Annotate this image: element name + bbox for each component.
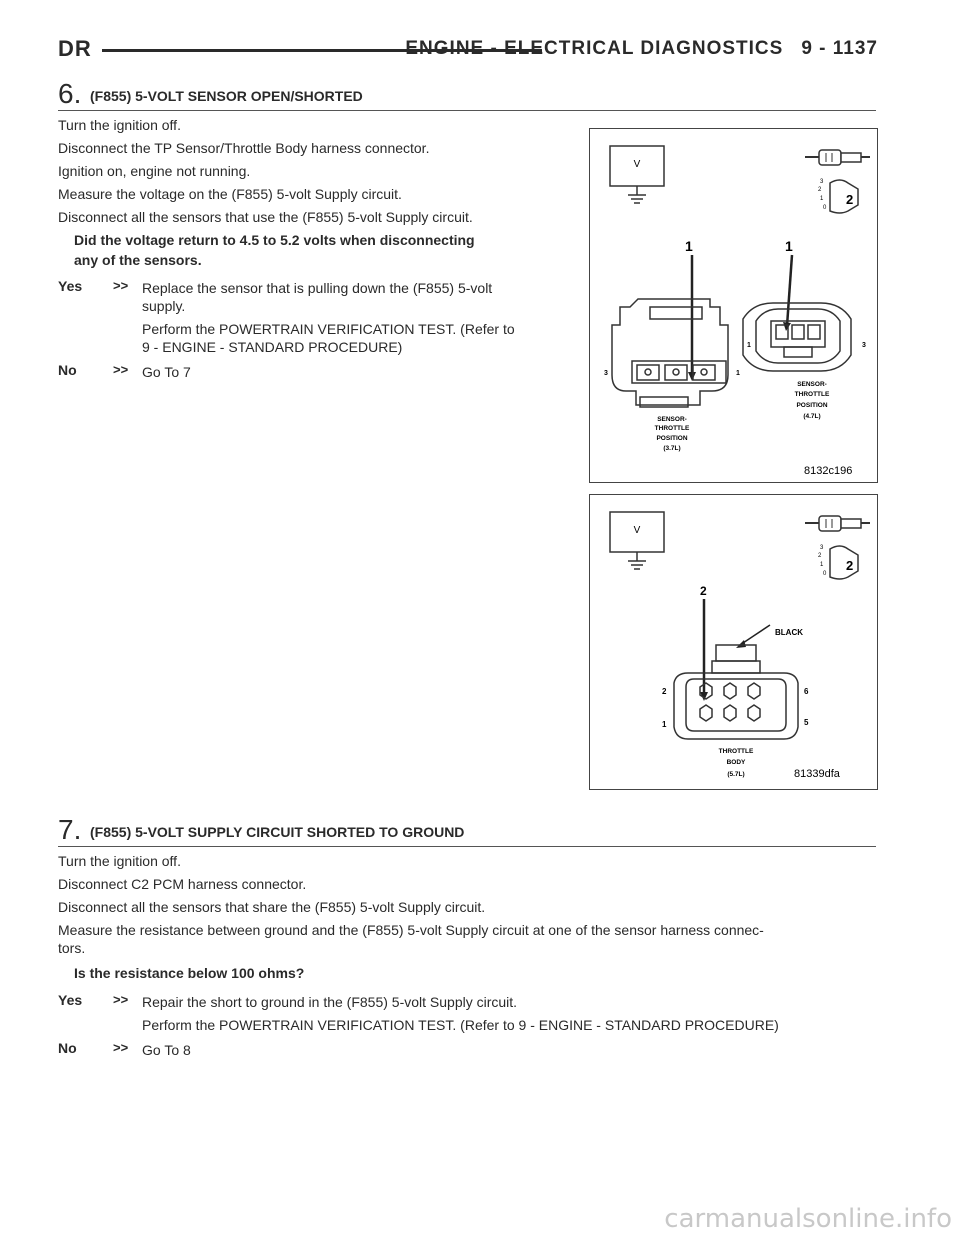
answer-yes-text: Repair the short to ground in the (F855) 5-volt Supply circuit. [142, 994, 518, 1010]
answer-no-text: Go To 8 [142, 1042, 191, 1058]
connector-caption: (5.7L) [727, 771, 745, 778]
step-title: (F855) 5-VOLT SUPPLY CIRCUIT SHORTED TO GROUND [90, 824, 465, 840]
header-model: DR [58, 36, 92, 61]
answer-arrow: >> [113, 1040, 129, 1055]
probe-tip-icon [830, 546, 858, 579]
probe-digit: 3 [820, 545, 824, 551]
connector-caption: THROTTLE [718, 748, 754, 755]
header-section [405, 38, 878, 60]
connector-caption: (3.7L) [663, 445, 681, 452]
pin-label: 1 [747, 342, 751, 349]
connector-3-7l-icon [612, 299, 728, 407]
answer-yes-label: Yes [58, 992, 83, 1008]
instruction-line: Ignition on, engine not running. [58, 163, 251, 179]
figure-code: 8132c196 [804, 465, 853, 477]
instruction-line: Disconnect the TP Sensor/Throttle Body harness connector. [58, 140, 430, 156]
pin-label: 1 [662, 720, 667, 729]
meter-label: V [633, 525, 641, 536]
answer-arrow: >> [113, 278, 129, 293]
answer-yes-text: supply. [142, 298, 186, 314]
step-title: (F855) 5-VOLT SENSOR OPEN/SHORTED [90, 88, 363, 104]
pin-label: 2 [662, 687, 667, 696]
connector-caption: BODY [726, 759, 746, 766]
pin-label: 1 [685, 238, 693, 254]
instruction-line: Measure the resistance between ground and the (F855) 5-volt Supply circuit at one of the sensor harness connec- [58, 922, 764, 938]
pin-label: 6 [804, 687, 809, 696]
pointer-line [787, 255, 792, 326]
probe-number: 2 [846, 558, 854, 573]
probe-plug-icon [805, 150, 870, 165]
throttle-body-connector-icon [674, 645, 798, 739]
question-line: Is the resistance below 100 ohms? [74, 965, 305, 981]
instruction-line: tors. [58, 940, 86, 956]
answer-no-label: No [58, 1040, 77, 1056]
figure-tp-sensor-connectors [589, 128, 878, 483]
figure-2-diagram [590, 495, 877, 789]
connector-caption: POSITION [796, 402, 828, 409]
probe-digit: 0 [823, 205, 827, 211]
probe-digit: 2 [818, 553, 822, 559]
answer-yes-text: Perform the POWERTRAIN VERIFICATION TEST. (Refer to 9 - ENGINE - STANDARD PROCEDURE) [142, 1017, 779, 1033]
answer-no-label: No [58, 362, 77, 378]
connector-4-7l-icon [743, 303, 851, 371]
question-line: Did the voltage return to 4.5 to 5.2 volts when disconnecting [74, 232, 475, 248]
probe-digit: 2 [818, 187, 822, 193]
pin-label: 3 [604, 370, 608, 377]
meter-label: V [633, 159, 641, 170]
probe-number: 2 [846, 192, 854, 207]
step-number: 6. [58, 78, 82, 109]
answer-yes-label: Yes [58, 278, 83, 294]
figure-code: 81339dfa [794, 768, 840, 780]
figure-1-diagram [590, 129, 877, 482]
answer-arrow: >> [113, 992, 129, 1007]
answer-no-text: Go To 7 [142, 364, 191, 380]
pin-label: 1 [785, 238, 793, 254]
step-6-heading [58, 78, 876, 111]
pin-label: 2 [700, 584, 707, 598]
header-page-number: 9 - 1137 [801, 38, 878, 59]
color-label: BLACK [775, 628, 803, 637]
probe-digit: 1 [820, 562, 824, 568]
answer-arrow: >> [113, 362, 129, 377]
probe-digit: 3 [820, 179, 824, 185]
answer-yes-text: 9 - ENGINE - STANDARD PROCEDURE) [142, 339, 403, 355]
instruction-line: Measure the voltage on the (F855) 5-volt Supply circuit. [58, 186, 402, 202]
instruction-line: Turn the ignition off. [58, 117, 181, 133]
connector-caption: POSITION [656, 435, 688, 442]
pin-label: 5 [804, 718, 809, 727]
watermark: carmanualsonline.info [664, 1204, 952, 1234]
probe-digit: 1 [820, 196, 824, 202]
instruction-line: Disconnect all the sensors that share the (F855) 5-volt Supply circuit. [58, 899, 486, 915]
connector-caption: (4.7L) [803, 413, 821, 420]
answer-yes-text: Replace the sensor that is pulling down the (F855) 5-volt [142, 280, 493, 296]
header-section-title: ENGINE - ELECTRICAL DIAGNOSTICS [405, 38, 784, 59]
probe-digit: 0 [823, 571, 827, 577]
instruction-line: Disconnect C2 PCM harness connector. [58, 876, 307, 892]
page-header [58, 36, 878, 66]
connector-caption: THROTTLE [794, 391, 830, 398]
figure-throttle-body-connector [589, 494, 878, 790]
pin-label: 1 [736, 370, 740, 377]
answer-yes-text: Perform the POWERTRAIN VERIFICATION TEST. (Refer to [142, 321, 515, 337]
pin-label: 3 [862, 342, 866, 349]
probe-plug-icon [805, 516, 870, 531]
step-7-heading [58, 814, 876, 847]
step-number: 7. [58, 814, 82, 845]
probe-tip-icon [830, 180, 858, 213]
instruction-line: Turn the ignition off. [58, 853, 181, 869]
connector-caption: SENSOR- [657, 416, 687, 423]
instruction-line: Disconnect all the sensors that use the (F855) 5-volt Supply circuit. [58, 209, 473, 225]
connector-caption: SENSOR- [797, 381, 827, 388]
question-line: any of the sensors. [74, 252, 202, 268]
connector-caption: THROTTLE [654, 425, 690, 432]
